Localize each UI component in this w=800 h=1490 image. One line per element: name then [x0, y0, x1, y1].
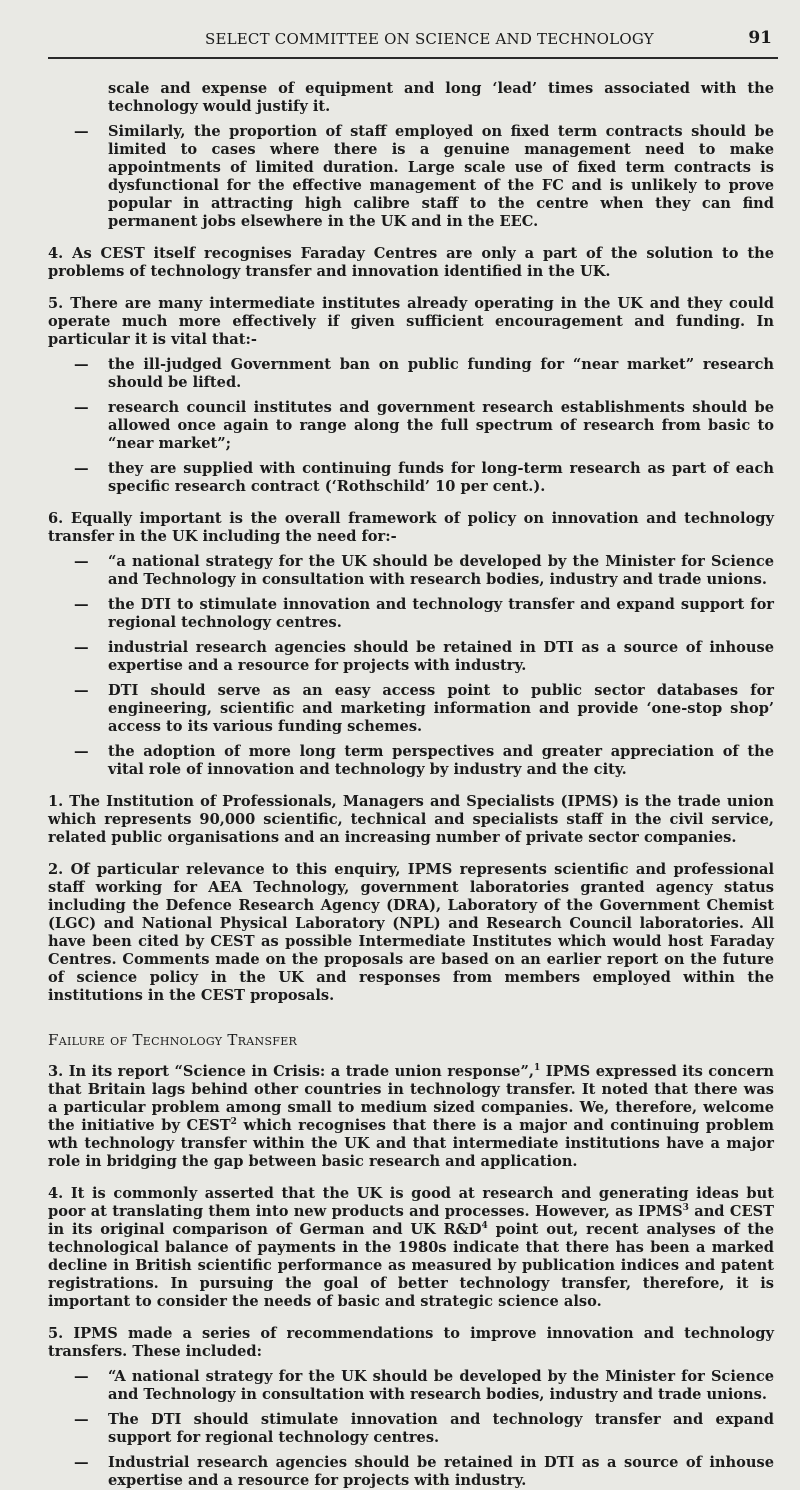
list-item: [48, 639, 774, 675]
list-item: [48, 743, 774, 779]
dash-bullet: —: [74, 596, 89, 613]
text-run: IPMS expressed its concern that Britain lags behind other countries in technology transfer. It noted that there was a particular problem among small to medium sized companies. We, therefore, welcome the initiative by CEST: [48, 1063, 774, 1134]
text-run: and CEST in its original comparison of German and UK R&D: [48, 1203, 774, 1238]
list-item-text: the adoption of more long term perspectives and greater appreciation of the vital role of innovation and technology by industry and the city.: [108, 743, 774, 778]
ipms-paragraph-2: 2. Of particular relevance to this enquiry, IPMS represents scientific and professional staff working for AEA Technology, government laboratories granted agency status including the Defence Research Agency (DRA), Laboratory of the Government Chemist (LGC) and National Physical Laboratory (NPL) and Research Council laboratories. All have been cited by CEST as possible Intermediate Institutes which would host Faraday Centres. Comments made on the proposals are based on an earlier report on the future of science policy in the UK and responses from members employed within the institutions in the CEST proposals.: [48, 861, 774, 1004]
section-heading: Failure of Technology Transfer: [48, 1031, 298, 1049]
dash-bullet: —: [74, 123, 89, 140]
header-title: SELECT COMMITTEE ON SCIENCE AND TECHNOLOGY: [205, 30, 654, 48]
ipms-paragraph-4: [48, 1185, 774, 1311]
list-item-text: the DTI to stimulate innovation and technology transfer and expand support for regional technology centres.: [108, 596, 774, 631]
list-item-text: Similarly, the proportion of staff employed on fixed term contracts should be limited to cases where there is a genuine management need to make appointments of limited duration. Large scale use of fixed term contracts is dysfunctional for the effective management of the FC and is unlikely to prove popular in attracting high calibre staff to the centre when they can find permanent jobs elsewhere in the UK and in the EEC.: [108, 123, 774, 230]
list-item: [48, 356, 774, 392]
footnote-ref: 4: [481, 1221, 488, 1232]
dash-bullet: —: [74, 1454, 89, 1471]
list-item: [48, 1411, 774, 1447]
list-item: [48, 1368, 774, 1404]
list-item-text: “a national strategy for the UK should be developed by the Minister for Science and Technology in consultation with research bodies, industry and trade unions.: [108, 553, 774, 588]
list-item: [48, 460, 774, 496]
dash-bullet: —: [74, 1368, 89, 1385]
ipms-paragraph-3: [48, 1063, 774, 1171]
list-item: [48, 553, 774, 589]
footnote-ref: 2: [230, 1117, 237, 1128]
paragraph-5: 5. There are many intermediate institutes already operating in the UK and they could operate much more effectively if given sufficient encouragement and funding. In particular it is vital that:-: [48, 295, 774, 348]
running-header: [0, 30, 800, 54]
dash-bullet: —: [74, 743, 89, 760]
list-item: [48, 596, 774, 632]
list-item-text: the ill-judged Government ban on public funding for “near market” research should be lifted.: [108, 356, 774, 391]
page-number: 91: [748, 28, 772, 48]
list-item: [48, 399, 774, 453]
list-item-text: Industrial research agencies should be retained in DTI as a source of inhouse expertise and a resource for projects with industry.: [108, 1454, 774, 1489]
ipms-paragraph-1: 1. The Institution of Professionals, Managers and Specialists (IPMS) is the trade union which represents 90,000 scientific, technical and specialists staff in the civil service, related public organisations and an increasing number of private sector companies.: [48, 793, 774, 846]
list-item: [48, 682, 774, 736]
list-item-text: industrial research agencies should be retained in DTI as a source of inhouse expertise and a resource for projects with industry.: [108, 639, 774, 674]
list-item: [48, 123, 774, 231]
dash-bullet: —: [74, 639, 89, 656]
dash-bullet: —: [74, 682, 89, 699]
header-rule: [48, 57, 778, 59]
text-run: 3. In its report “Science in Crisis: a trade union response”,: [48, 1063, 534, 1080]
dash-bullet: —: [74, 399, 89, 416]
dash-bullet: —: [74, 1411, 89, 1428]
list-item: [48, 1454, 774, 1490]
paragraph-continuation: scale and expense of equipment and long ‘lead’ times associated with the technology would justify it.: [108, 80, 774, 115]
list-item-text: The DTI should stimulate innovation and technology transfer and expand support for regional technology centres.: [108, 1411, 774, 1446]
dash-bullet: —: [74, 356, 89, 373]
dash-bullet: —: [74, 553, 89, 570]
list-item-text: “A national strategy for the UK should be developed by the Minister for Science and Technology in consultation with research bodies, industry and trade unions.: [108, 1368, 774, 1403]
list-item-text: DTI should serve as an easy access point to public sector databases for engineering, scientific and marketing information and provide ‘one-stop shop’ access to its various funding schemes.: [108, 682, 774, 735]
list-item-text: research council institutes and government research establishments should be allowed once again to range along the full spectrum of research from basic to “near market”;: [108, 399, 774, 452]
text-run: which recognises that there is a major and continuing problem wth technology transfer within the UK and that intermediate institutions have a major role in bridging the gap between basic research and application.: [48, 1117, 774, 1170]
footnote-ref: 3: [682, 1203, 689, 1214]
footnote-ref: 1: [533, 1063, 541, 1074]
paragraph-4: 4. As CEST itself recognises Faraday Centres are only a part of the solution to the problems of technology transfer and innovation identified in the UK.: [48, 245, 774, 280]
text-run: 4. It is commonly asserted that the UK is good at research and generating ideas but poor at translating them into new products and processes. However, as IPMS: [48, 1185, 774, 1220]
body-text: [48, 80, 774, 1490]
list-item-text: they are supplied with continuing funds for long-term research as part of each specific research contract (‘Rothschild’ 10 per cent.).: [108, 460, 774, 495]
ipms-paragraph-5: 5. IPMS made a series of recommendations to improve innovation and technology transfers. These included:: [48, 1325, 774, 1360]
paragraph-6: 6. Equally important is the overall framework of policy on innovation and technology transfer in the UK including the need for:-: [48, 510, 774, 545]
dash-bullet: —: [74, 460, 89, 477]
text-run: point out, recent analyses of the technological balance of payments in the 1980s indicate that there has been a marked decline in British scientific performance as measured by publication indices and patent registrations. In pursuing the goal of better technology transfer, therefore, it is important to consider the needs of basic and strategic science also.: [48, 1221, 774, 1310]
